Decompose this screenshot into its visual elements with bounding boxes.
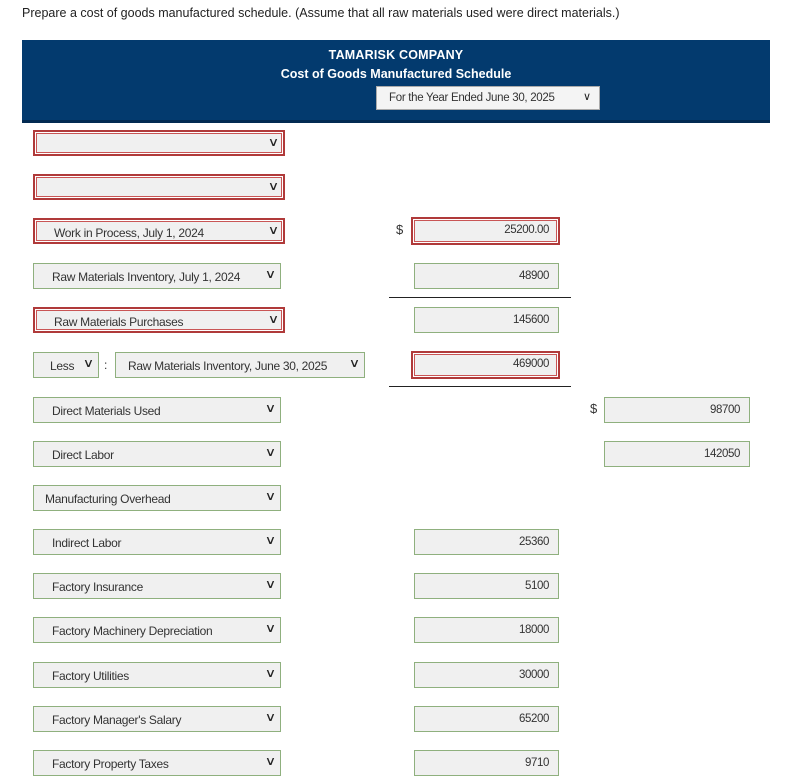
less-select[interactable] xyxy=(33,352,99,378)
factory-property-taxes-amount-input[interactable]: 9710 xyxy=(414,750,559,776)
instruction-text: Prepare a cost of goods manufactured schedule. (Assume that all raw materials used were direct materials.) xyxy=(22,6,620,20)
factory-depreciation-amount-input[interactable]: 18000 xyxy=(414,617,559,643)
factory-depreciation-select[interactable] xyxy=(33,617,281,643)
rm-ending-amount-input[interactable]: 469000 xyxy=(411,351,560,379)
mfg-overhead-select[interactable] xyxy=(33,485,281,511)
dollar-sign: $ xyxy=(396,222,404,237)
rm-inventory-select[interactable] xyxy=(33,263,281,289)
factory-utilities-select[interactable] xyxy=(33,662,281,688)
factory-insurance-select[interactable] xyxy=(33,573,281,599)
factory-insurance-select-value: Factory Insurance xyxy=(52,580,143,594)
dm-used-select-value: Direct Materials Used xyxy=(52,404,161,418)
wip-select[interactable] xyxy=(33,218,285,244)
factory-utilities-amount-input[interactable]: 30000 xyxy=(414,662,559,688)
chevron-down-icon: ∨ xyxy=(264,710,276,724)
mfg-overhead-select-value: Manufacturing Overhead xyxy=(45,492,171,506)
schedule-header xyxy=(22,40,770,123)
rm-purchases-select-value: Raw Materials Purchases xyxy=(54,315,184,329)
chevron-down-icon: ∨ xyxy=(582,91,591,103)
factory-property-taxes-select[interactable] xyxy=(33,750,281,776)
dollar-sign: $ xyxy=(590,401,598,416)
chevron-down-icon: ∨ xyxy=(267,312,279,326)
direct-labor-amount-input[interactable]: 142050 xyxy=(604,441,750,467)
factory-manager-salary-select-value: Factory Manager's Salary xyxy=(52,713,182,727)
chevron-down-icon: ∨ xyxy=(264,445,276,459)
company-name: TAMARISK COMPANY xyxy=(328,48,464,62)
chevron-down-icon: ∨ xyxy=(264,267,276,281)
indirect-labor-select-value: Indirect Labor xyxy=(52,536,122,550)
rm-purchases-amount-input[interactable]: 145600 xyxy=(414,307,559,333)
line-item-select-2[interactable] xyxy=(33,174,285,200)
rm-purchases-select[interactable] xyxy=(33,307,285,333)
chevron-down-icon: ∨ xyxy=(267,223,279,237)
wip-select-value: Work in Process, July 1, 2024 xyxy=(54,226,204,240)
factory-insurance-amount-input[interactable]: 5100 xyxy=(414,573,559,599)
chevron-down-icon: ∨ xyxy=(264,577,276,591)
period-select-value: For the Year Ended June 30, 2025 xyxy=(389,92,555,104)
colon-separator: : xyxy=(104,358,108,372)
rm-ending-inventory-select[interactable] xyxy=(115,352,365,378)
less-select-value: Less xyxy=(50,359,75,373)
indirect-labor-amount-input[interactable]: 25360 xyxy=(414,529,559,555)
period-select[interactable] xyxy=(376,86,600,110)
wip-amount-input[interactable]: 25200.00 xyxy=(411,217,560,245)
line-item-select-1[interactable] xyxy=(33,130,285,156)
indirect-labor-select[interactable] xyxy=(33,529,281,555)
chevron-down-icon: ∨ xyxy=(82,356,94,370)
chevron-down-icon: ∨ xyxy=(348,356,360,370)
subtotal-rule xyxy=(389,297,571,298)
schedule-title: Cost of Goods Manufactured Schedule xyxy=(280,67,512,81)
rm-inventory-select-value: Raw Materials Inventory, July 1, 2024 xyxy=(52,270,241,284)
factory-manager-salary-amount-input[interactable]: 65200 xyxy=(414,706,559,732)
factory-utilities-select-value: Factory Utilities xyxy=(52,669,129,683)
dm-used-amount-input[interactable]: 98700 xyxy=(604,397,750,423)
chevron-down-icon: ∨ xyxy=(264,754,276,768)
chevron-down-icon: ∨ xyxy=(264,489,276,503)
subtotal-rule xyxy=(389,386,571,387)
direct-labor-select[interactable] xyxy=(33,441,281,467)
chevron-down-icon: ∨ xyxy=(264,401,276,415)
chevron-down-icon: ∨ xyxy=(267,135,279,149)
chevron-down-icon: ∨ xyxy=(267,179,279,193)
dm-used-select[interactable] xyxy=(33,397,281,423)
rm-inventory-amount-input[interactable]: 48900 xyxy=(414,263,559,289)
rm-ending-inventory-select-value: Raw Materials Inventory, June 30, 2025 xyxy=(128,359,328,373)
chevron-down-icon: ∨ xyxy=(264,666,276,680)
factory-depreciation-select-value: Factory Machinery Depreciation xyxy=(52,624,213,638)
chevron-down-icon: ∨ xyxy=(264,621,276,635)
factory-manager-salary-select[interactable] xyxy=(33,706,281,732)
chevron-down-icon: ∨ xyxy=(264,533,276,547)
direct-labor-select-value: Direct Labor xyxy=(52,448,114,462)
factory-property-taxes-select-value: Factory Property Taxes xyxy=(52,757,169,771)
